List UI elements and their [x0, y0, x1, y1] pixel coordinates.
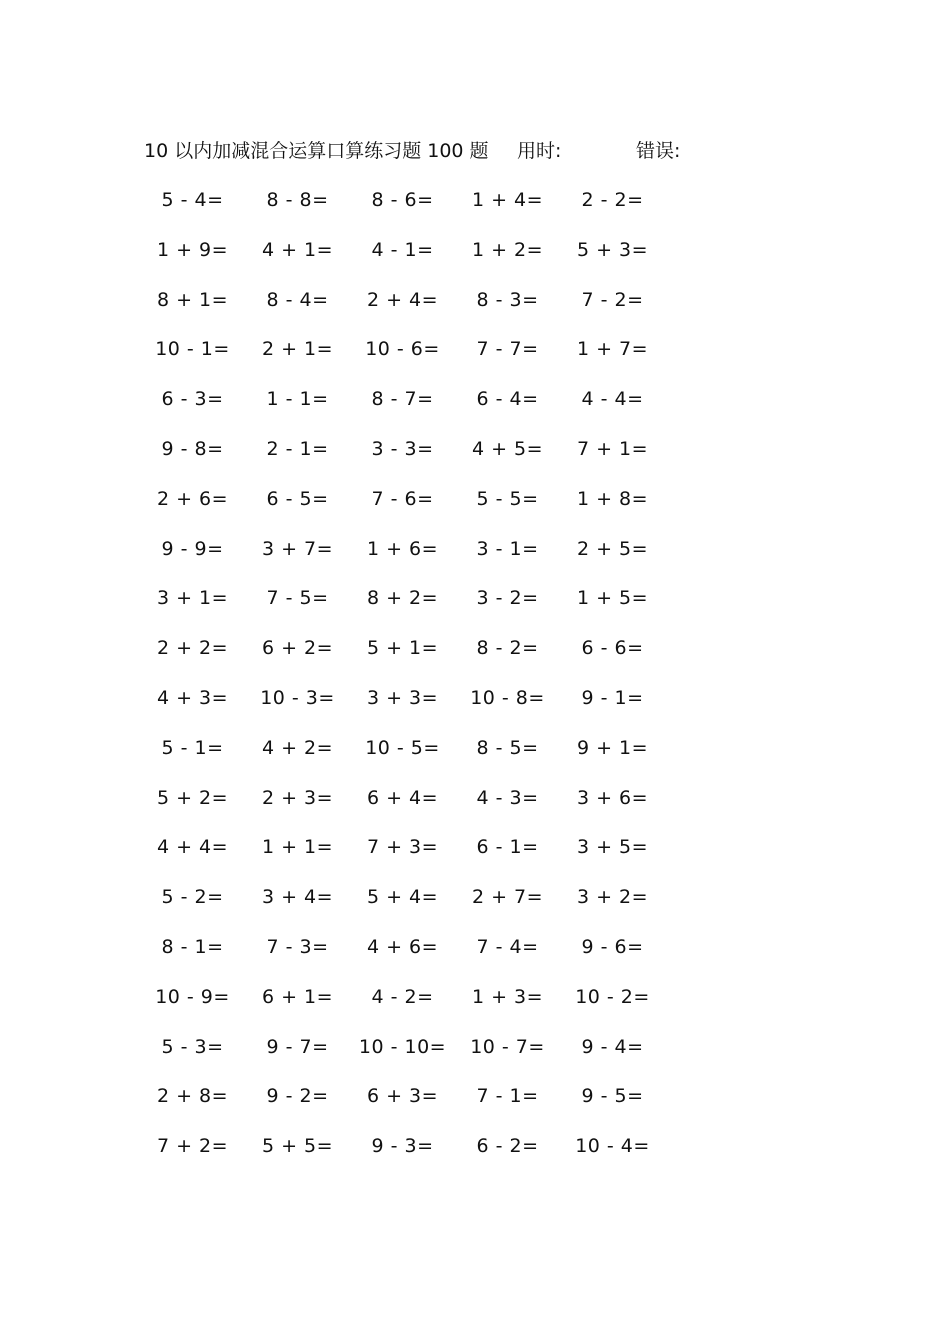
- math-problem: 6 + 2=: [261, 637, 334, 660]
- math-problem: 4 + 2=: [261, 736, 334, 759]
- math-problem: 2 - 2=: [581, 189, 644, 211]
- math-problem: 6 - 3=: [161, 388, 224, 411]
- math-problem: 9 - 2=: [266, 1085, 329, 1108]
- math-problem: 4 + 1=: [261, 238, 334, 261]
- math-problem: 5 - 3=: [161, 1035, 224, 1058]
- math-problem: 3 - 2=: [476, 587, 539, 610]
- math-problem: 5 + 2=: [156, 786, 229, 809]
- math-problem: 9 - 6=: [581, 935, 644, 958]
- math-problem: 1 + 2=: [471, 238, 544, 261]
- math-problem: 4 + 4=: [156, 836, 229, 859]
- math-problem: 6 + 4=: [366, 786, 439, 809]
- math-problem: 8 - 2=: [476, 637, 539, 660]
- problem-row: [140, 683, 680, 733]
- math-problem: 7 - 2=: [581, 288, 644, 311]
- math-problem: 8 - 4=: [266, 288, 329, 311]
- math-problem: 7 - 7=: [476, 338, 539, 361]
- math-problem: 3 + 6=: [576, 786, 649, 809]
- math-problem: 8 + 1=: [156, 288, 229, 311]
- math-problem: 7 - 4=: [476, 935, 539, 958]
- problem-row: [140, 334, 680, 384]
- math-problem: 10 - 4=: [575, 1135, 650, 1158]
- math-problem: 8 - 1=: [161, 935, 224, 958]
- problem-row: [140, 633, 680, 683]
- math-problem: 6 + 1=: [261, 985, 334, 1008]
- problem-row: [140, 185, 680, 235]
- problem-row: [140, 235, 680, 285]
- math-problem: 2 + 5=: [576, 537, 649, 560]
- math-problem: 3 - 3=: [371, 437, 434, 460]
- math-problem: 9 - 5=: [581, 1085, 644, 1108]
- math-problem: 2 + 6=: [156, 487, 229, 510]
- math-problem: 6 + 3=: [366, 1085, 439, 1108]
- problem-row: [140, 384, 680, 434]
- math-problem: 6 - 1=: [476, 836, 539, 859]
- math-problem: 3 - 1=: [476, 537, 539, 560]
- math-problem: 3 + 4=: [261, 886, 334, 909]
- math-problem: 6 - 4=: [476, 388, 539, 411]
- math-problem: 2 + 3=: [261, 786, 334, 809]
- math-problem: 2 - 1=: [266, 437, 329, 460]
- math-problem: 5 - 2=: [161, 886, 224, 909]
- math-problem: 7 + 3=: [366, 836, 439, 859]
- math-problem: 4 - 1=: [371, 238, 434, 261]
- math-problem: 6 - 2=: [476, 1135, 539, 1158]
- math-problem: 4 + 3=: [156, 686, 229, 709]
- problem-row: [140, 484, 680, 534]
- math-problem: 8 - 6=: [371, 189, 434, 211]
- math-problem: 3 + 1=: [156, 587, 229, 610]
- problem-row: [140, 1081, 680, 1131]
- math-problem: 5 - 5=: [476, 487, 539, 510]
- math-problem: 8 - 3=: [476, 288, 539, 311]
- math-problem: 4 + 6=: [366, 935, 439, 958]
- math-problem: 7 + 1=: [576, 437, 649, 460]
- math-problem: 10 - 1=: [155, 338, 230, 361]
- math-problem: 2 + 4=: [366, 288, 439, 311]
- math-problem: 7 - 1=: [476, 1085, 539, 1108]
- math-problem: 1 + 6=: [366, 537, 439, 560]
- math-problem: 10 - 3=: [260, 686, 335, 709]
- problem-row: [140, 882, 680, 932]
- problem-row: [140, 832, 680, 882]
- math-problem: 3 + 7=: [261, 537, 334, 560]
- math-problem: 2 + 2=: [156, 637, 229, 660]
- math-problem: 2 + 1=: [261, 338, 334, 361]
- problem-row: [140, 783, 680, 833]
- worksheet-title: 10 以内加减混合运算口算练习题 100 题: [144, 140, 489, 162]
- math-problem: 4 + 5=: [471, 437, 544, 460]
- problem-row: [140, 982, 680, 1032]
- math-problem: 9 - 1=: [581, 686, 644, 709]
- math-problem: 10 - 5=: [365, 736, 440, 759]
- math-problem: 4 - 4=: [581, 388, 644, 411]
- problem-row: [140, 534, 680, 584]
- math-problem: 5 + 1=: [366, 637, 439, 660]
- problem-row: [140, 733, 680, 783]
- problem-row: [140, 434, 680, 484]
- math-problem: 8 - 7=: [371, 388, 434, 411]
- math-problem: 1 + 5=: [576, 587, 649, 610]
- math-problem: 10 - 9=: [155, 985, 230, 1008]
- errors-label: 错误:: [636, 140, 681, 162]
- math-problem: 1 + 1=: [261, 836, 334, 859]
- math-problem: 5 - 1=: [161, 736, 224, 759]
- math-problem: 1 + 8=: [576, 487, 649, 510]
- math-problem: 5 + 3=: [576, 238, 649, 261]
- math-problem: 5 + 4=: [366, 886, 439, 909]
- problem-row: [140, 1032, 680, 1082]
- math-problem: 6 - 6=: [581, 637, 644, 660]
- math-problem: 2 + 8=: [156, 1085, 229, 1108]
- math-problem: 1 + 3=: [471, 985, 544, 1008]
- math-problem: 3 + 3=: [366, 686, 439, 709]
- math-problem: 10 - 2=: [575, 985, 650, 1008]
- math-problem: 4 - 2=: [371, 985, 434, 1008]
- time-label: 用时:: [517, 140, 562, 162]
- math-problem: 5 - 4=: [161, 189, 224, 211]
- problem-row: [140, 1131, 680, 1181]
- math-problem: 7 - 5=: [266, 587, 329, 610]
- math-problem: 8 - 8=: [266, 189, 329, 211]
- math-problem: 5 + 5=: [261, 1135, 334, 1158]
- math-problem: 9 + 1=: [576, 736, 649, 759]
- math-problem: 10 - 8=: [470, 686, 545, 709]
- math-problem: 7 + 2=: [156, 1135, 229, 1158]
- math-problem: 2 + 7=: [471, 886, 544, 909]
- math-problem: 8 + 2=: [366, 587, 439, 610]
- math-problem: 9 - 4=: [581, 1035, 644, 1058]
- problem-row: [140, 583, 680, 633]
- worksheet-header: [144, 136, 764, 166]
- math-problem: 10 - 10=: [358, 1035, 447, 1058]
- problem-row: [140, 285, 680, 335]
- problem-grid: [140, 185, 680, 1181]
- math-problem: 9 - 8=: [161, 437, 224, 460]
- math-problem: 9 - 7=: [266, 1035, 329, 1058]
- math-problem: 9 - 3=: [371, 1135, 434, 1158]
- math-problem: 4 - 3=: [476, 786, 539, 809]
- problem-row: [140, 932, 680, 982]
- math-problem: 1 - 1=: [266, 388, 329, 411]
- math-problem: 3 + 2=: [576, 886, 649, 909]
- math-problem: 10 - 6=: [365, 338, 440, 361]
- math-problem: 10 - 7=: [470, 1035, 545, 1058]
- math-problem: 3 + 5=: [576, 836, 649, 859]
- math-problem: 1 + 7=: [576, 338, 649, 361]
- math-problem: 1 + 9=: [156, 238, 229, 261]
- math-problem: 7 - 6=: [371, 487, 434, 510]
- math-problem: 9 - 9=: [161, 537, 224, 560]
- math-problem: 8 - 5=: [476, 736, 539, 759]
- math-problem: 7 - 3=: [266, 935, 329, 958]
- math-problem: 1 + 4=: [471, 189, 544, 211]
- math-problem: 6 - 5=: [266, 487, 329, 510]
